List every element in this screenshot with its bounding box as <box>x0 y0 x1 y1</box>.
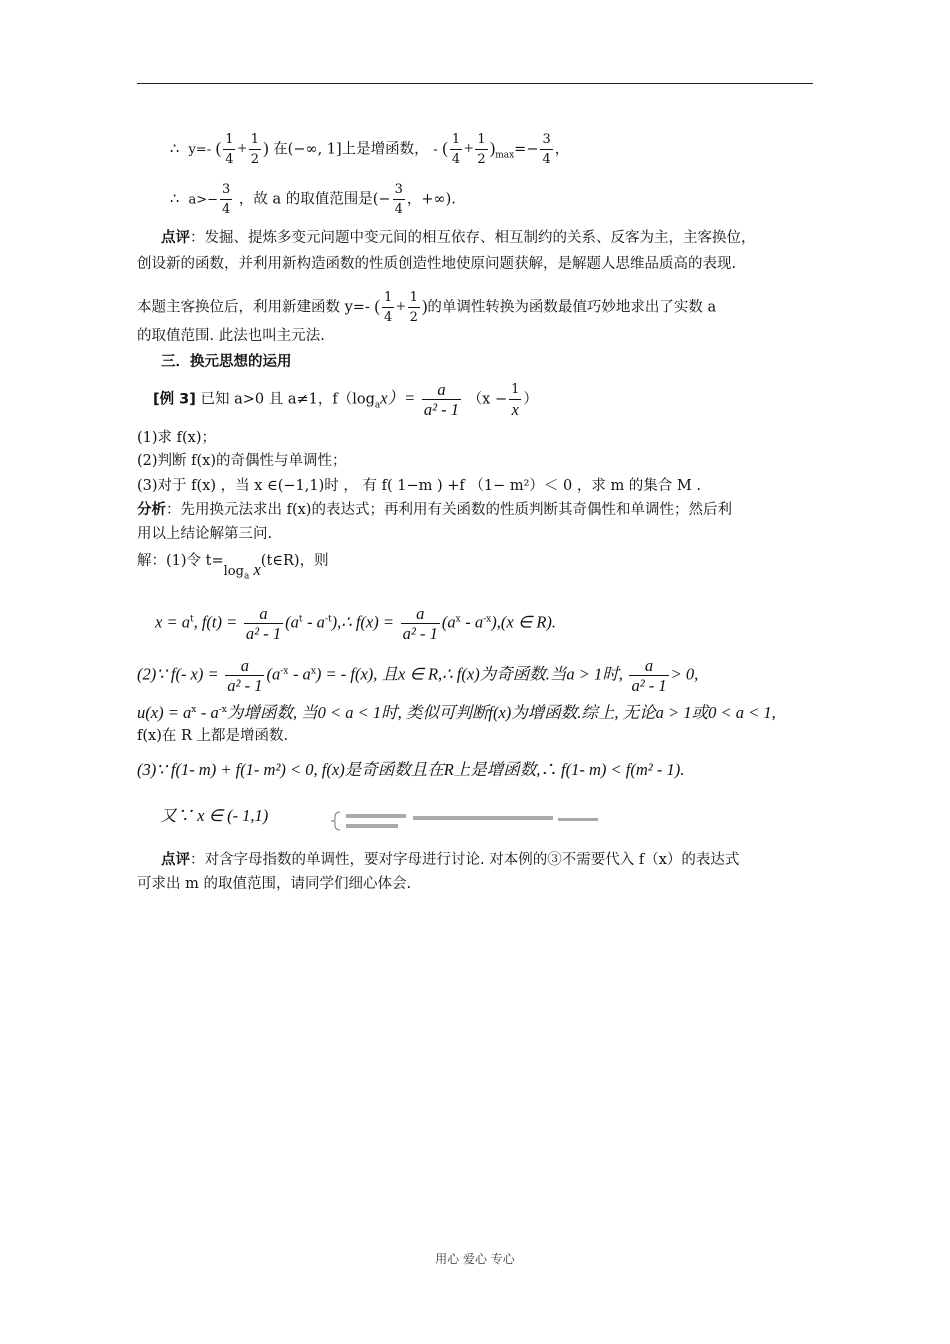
equation-6: 又∵ x ∈ (- 1,1) <box>160 806 269 825</box>
analysis-line1: 分析：先用换元法求出 f(x)的表达式；再利用有关函数的性质判断其奇偶性和单调性；然后利 <box>137 502 732 518</box>
illegible-equation-image <box>318 810 608 832</box>
solution-line1: 解：(1)令 $t=\log_a$ x(t∈R)，则 <box>137 553 329 582</box>
question-1: (1)求 f(x)； <box>137 430 217 446</box>
comment1-line1: 点评：发掘、提炼多变元问题中变元间的相互依存、相互制约的关系、反客为主，主客换位， <box>161 230 756 246</box>
equation-5: (3)∵ f(1- m) + f(1- m²) < 0, f(x)是奇函数且在R上是增函数,∴ f(1- m) < f(m² - 1). <box>137 760 685 779</box>
header-rule <box>137 83 813 84</box>
line-a-range: ∴ a>− $\frac{3}{4}$ ，故 a 的取值范围是(− $\frac{3}{4}$ ，+∞). <box>170 182 456 217</box>
comment1-line2: 创设新的函数，并利用新构造函数的性质创造性地使原问题获解，是解题人思维品质高的表现. <box>137 256 737 272</box>
comment2-line1: 点评：对含字母指数的单调性，要对字母进行讨论. 对本例的③不需要代入 f（x）的表达式 <box>161 852 740 868</box>
page-footer: 用心 爱心 专心 <box>435 1252 515 1266</box>
comment2-line2: 可求出 m 的取值范围，请同学们细心体会. <box>137 876 412 892</box>
equation-3: $u(x) = a^x - a^{-x}$为增函数, 当0 < a < 1时, 类似可判断f(x)为增函数.综上, 无论a > 1或0 < a < 1, <box>137 702 776 722</box>
comment1-line3: 本题主客换位后，利用新建函数 y=- ( $\frac{1}{4}$ + $\frac{1}{2}$ )的单调性转换为函数最值巧妙地求出了实数 a <box>137 290 717 325</box>
comment1-line4: 的取值范围. 此法也叫主元法. <box>137 328 325 344</box>
line-y-increasing: ∴ y=- ( $\frac{1}{4}$ + $\frac{1}{2}$ ) 在(−∞, 1]上是增函数， - ( $\frac{1}{4}$ + $\frac{1}{2}$ )$_{max}=-$ $\frac{3}{4}$ ， <box>170 132 570 167</box>
equation-4: f(x)在 R 上都是增函数. <box>137 728 289 744</box>
equation-1: $x = a^t$, f(t) = $\frac{a}{\text{a² - 1}}$ ($a^t$ - $a^{-t}),\therefore$ f(x) = $\frac{a}{\text{a² - 1}}$ $(a^x - a^{-x}),(x$ ∈ R). <box>155 604 557 643</box>
section-title: 三．换元思想的运用 <box>161 354 292 370</box>
example3-statement: [例 3] 已知 a>0 且 a≠1，$f(\log_ax)=$ $\frac{a}{\text{a² - 1}}$ （x − 1 x ） <box>153 380 538 419</box>
analysis-line2: 用以上结论解第三问. <box>137 526 273 542</box>
question-2: (2)判断 f(x)的奇偶性与单调性； <box>137 453 347 469</box>
equation-2: (2)∵ f(- x) = $\frac{a}{\text{a² - 1}}$ $(a^{-x} - a^x)$ = - f(x), 且x ∈ R,∴ f(x)为奇函数.当a > 1时, $\frac{a}{\text{a² - 1}}$ > 0, <box>137 656 699 695</box>
comment-label: 点评 <box>161 230 190 246</box>
question-3: (3)对于 f(x) ，当 x ∈(−1,1)时 ， 有 f( 1−m ) +f （1− m²）＜ 0 ，求 m 的集合 M . <box>137 478 701 494</box>
